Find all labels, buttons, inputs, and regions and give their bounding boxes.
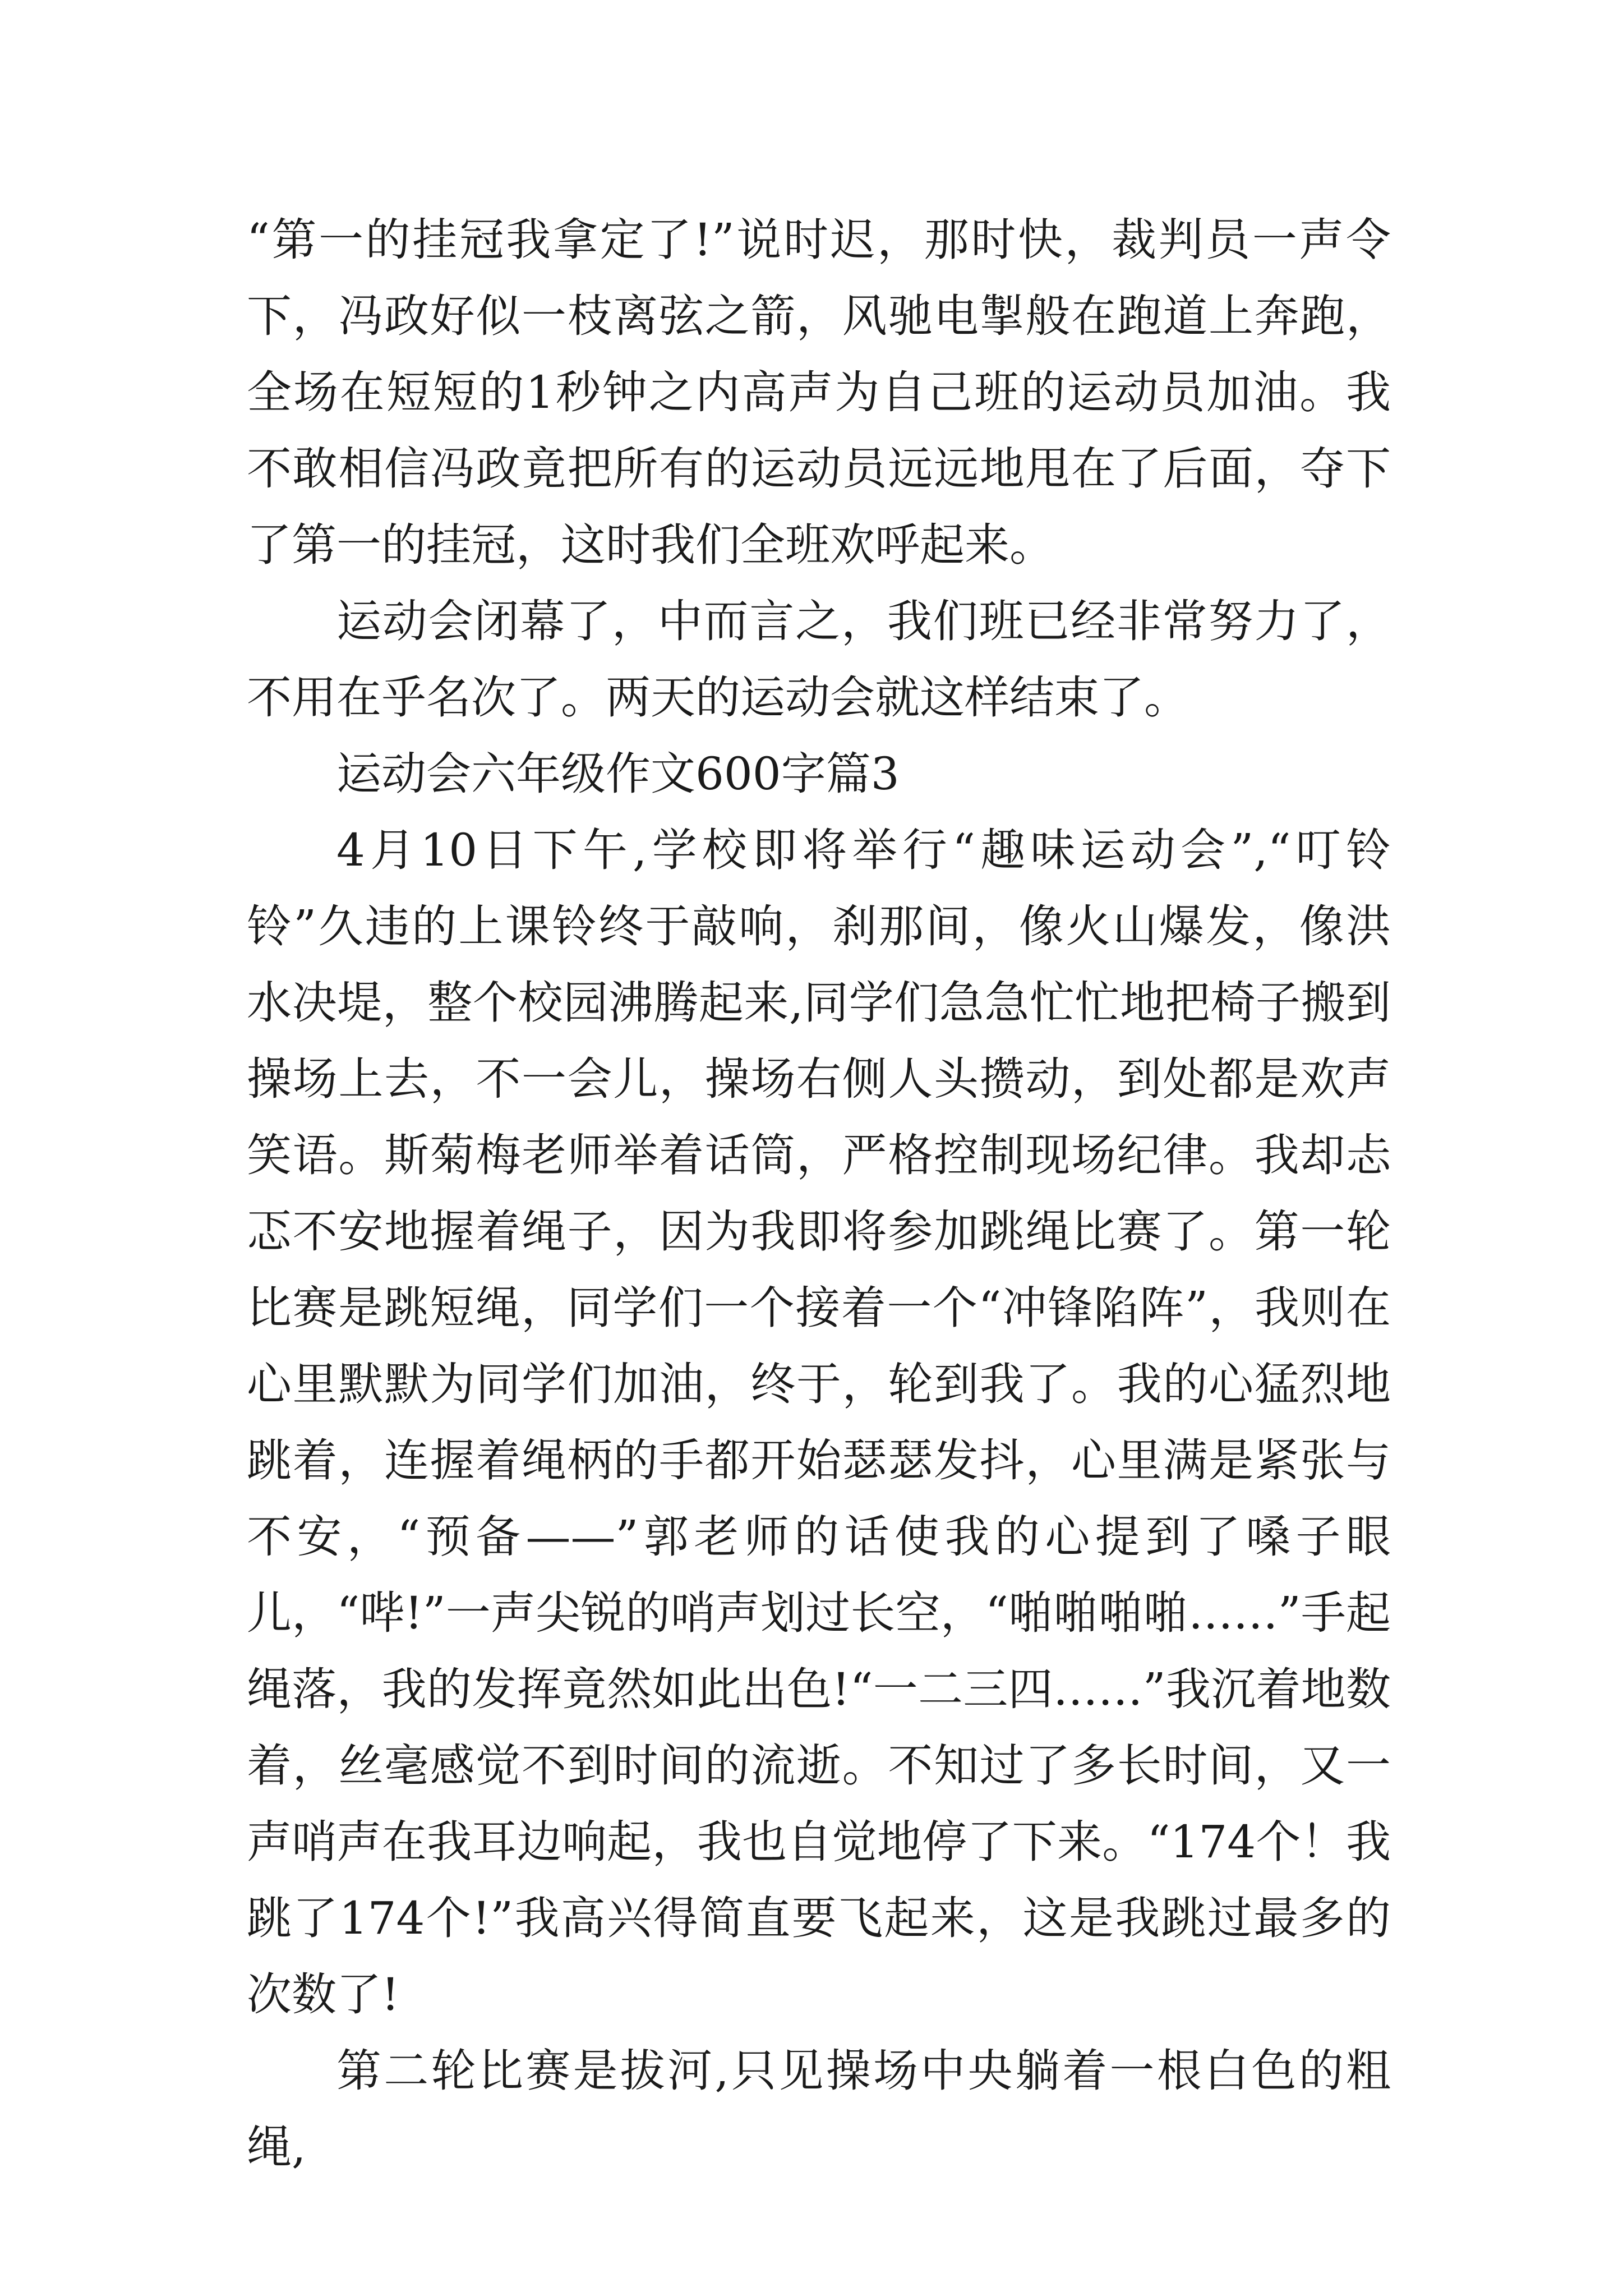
paragraph-tug-of-war: 第二轮比赛是拔河,只见操场中央躺着一根白色的粗绳, [247, 2045, 1391, 2173]
document-body [247, 202, 1391, 2185]
essay-heading: 运动会六年级作文600字篇3 [336, 748, 900, 800]
paragraph-race-finish: “第一的挂冠我拿定了!”说时迟，那时快，裁判员一声令下，冯政好似一枝离弦之箭，风驰电掣般在跑道上奔跑，全场在短短的1秒钟之内高声为自己班的运动员加油。我不敢相信冯政竟把所有的运动员远远地甩在了后面，夺下了第一的挂冠，这时我们全班欢呼起来。 [247, 214, 1391, 571]
paragraph-jump-rope: 4月10日下午,学校即将举行“趣味运动会”,“叮铃铃”久违的上课铃终于敲响，刹那间，像火山爆发，像洪水决堤，整个校园沸腾起来,同学们急急忙忙地把椅子搬到操场上去，不一会儿，操场右侧人头攒动，到处都是欢声笑语。斯菊梅老师举着话筒，严格控制现场纪律。我却忐忑不安地握着绳子，因为我即将参加跳绳比赛了。第一轮比赛是跳短绳，同学们一个接着一个“冲锋陷阵”，我则在心里默默为同学们加油，终于，轮到我了。我的心猛烈地跳着，连握着绳柄的手都开始瑟瑟发抖，心里满是紧张与不安，“预备——”郭老师的话使我的心提到了嗓子眼儿，“哔!”一声尖锐的哨声划过长空，“啪啪啪啪……”手起绳落，我的发挥竟然如此出色!“一二三四……”我沉着地数着，丝毫感觉不到时间的流逝。不知过了多长时间，又一声哨声在我耳边响起，我也自觉地停了下来。“174个！我跳了174个!”我高兴得简直要飞起来，这是我跳过最多的次数了! [247, 824, 1391, 2021]
paragraph-closing: 运动会闭幕了，中而言之，我们班已经非常努力了，不用在乎名次了。两天的运动会就这样结束了。 [247, 595, 1391, 724]
